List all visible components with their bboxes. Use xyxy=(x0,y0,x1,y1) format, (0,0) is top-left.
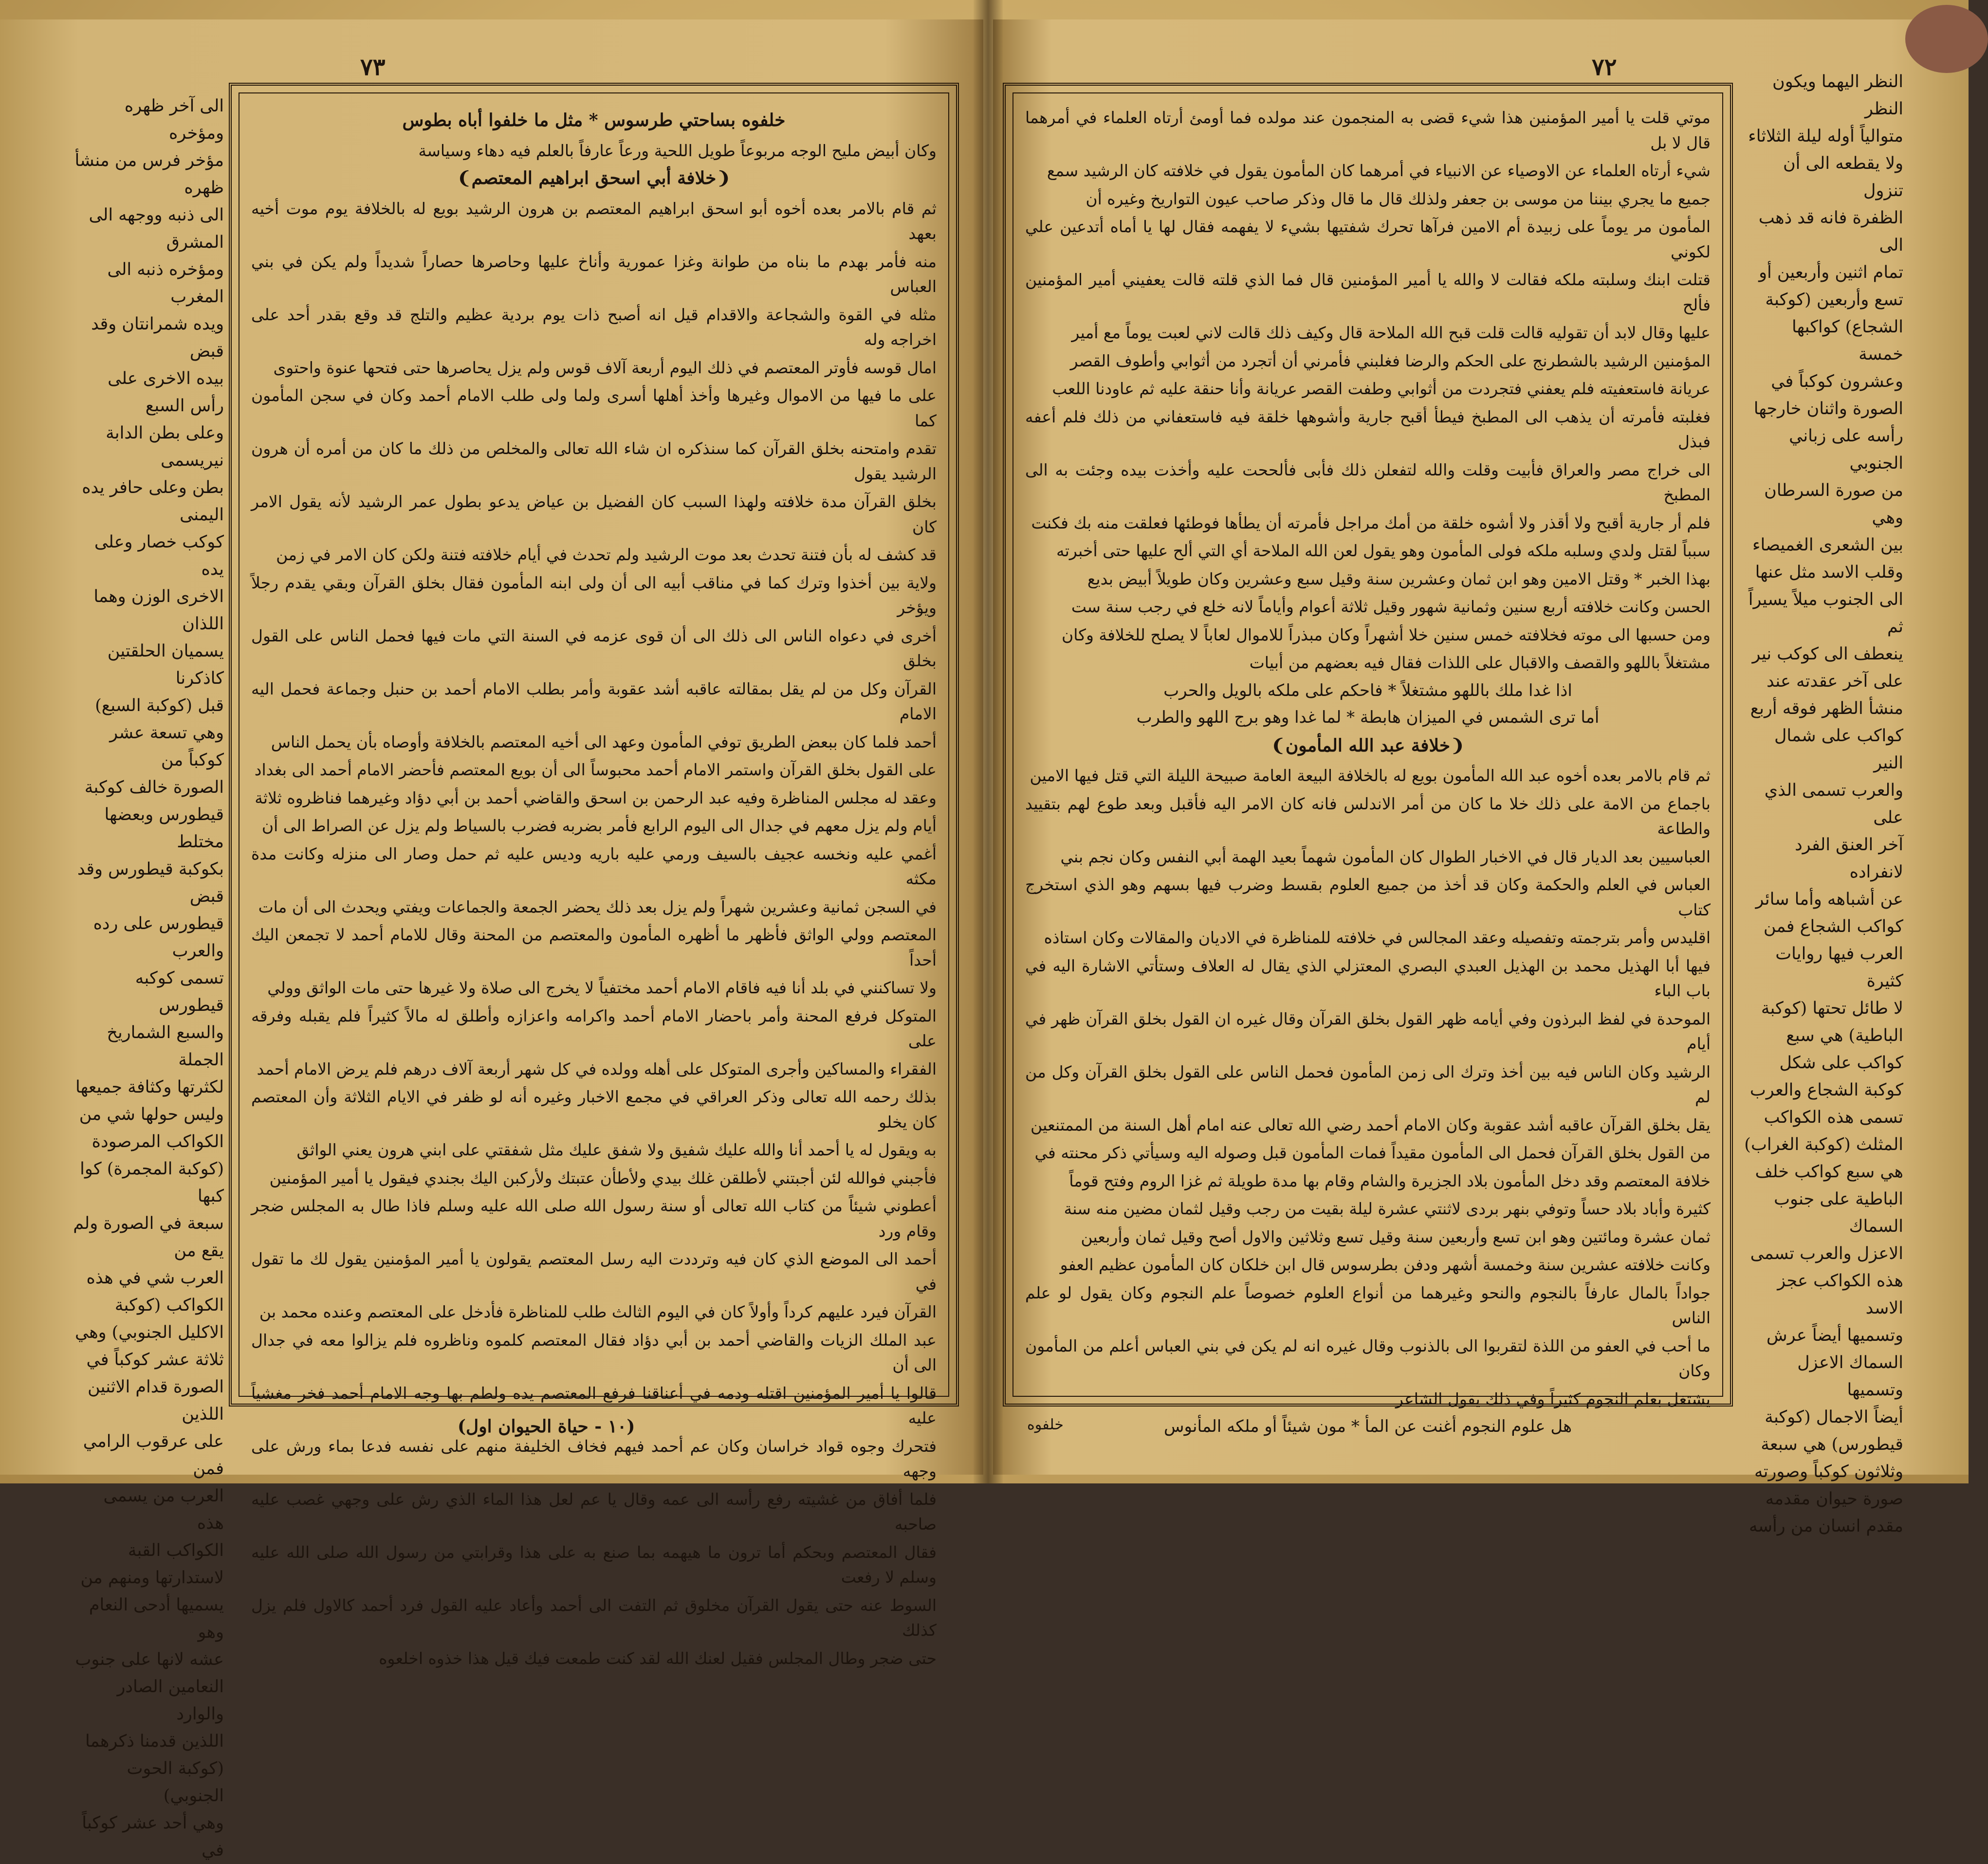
right-margin-line-24: الباطية) هي سبع xyxy=(1786,1026,1903,1045)
left-margin-line-16: قيطورس على رده والعرب xyxy=(93,914,224,961)
left-margin-line-33: يسميها أدحى النعام وهو xyxy=(89,1595,224,1642)
left-margin-line-24: العرب شي في هذه xyxy=(86,1268,224,1288)
right-margin-line-17: كواكب على شمال النير xyxy=(1774,726,1903,773)
right-line2-4: اقليدس وأمر بترجمته وتفصيله وعقد المجالس في خلافته للمناظرة في الاديان والمقالات وكان استاذه xyxy=(1044,928,1711,947)
right-line-7: عريانة فاستعفيته فلم يعفني فتجردت من أثوابي وطفت القصر عريانة وأنا حنقة عليه ثم عاودنا اللعب xyxy=(1052,379,1711,398)
left-line-0: ثم قام بالامر بعده أخوه أبو اسحق ابراهيم المعتصم بن هرون الرشيد بويع له بالخلافة يوم موت أخيه بعهد xyxy=(251,199,937,243)
left-margin-line-8: كوكب خصار وعلى يده xyxy=(94,532,224,579)
left-line-13: وعقد له مجلس المناظرة وفيه عبد الرحمن بن اسحق والقاضي أحمد بن أبي دؤاد وغيرهما فناظروه ثلاثة xyxy=(255,788,937,807)
right-margin-line-21: كواكب الشجاع فمن xyxy=(1763,917,1903,936)
right-margin-line-31: الاعزل والعرب تسمى xyxy=(1750,1244,1903,1263)
right-margin-line-12: وقلب الاسد مثل عنها xyxy=(1755,563,1903,582)
left-margin-line-22: (كوكبة المجمرة) كوا كبها xyxy=(80,1159,224,1206)
right-margin-line-13: الى الجنوب ميلاً يسيراً ثم xyxy=(1748,590,1903,637)
right-margin-line-4: تمام اثنين وأربعين أو xyxy=(1759,263,1903,282)
thumb xyxy=(1905,5,1988,73)
right-line-6: المؤمنين الرشيد بالشطرنج على الحكم والرضا فغلبني فأمرني أن أتجرد من أثوابي وأطوف القصر xyxy=(1070,351,1711,370)
left-margin-column xyxy=(73,92,224,1860)
left-line-0: وكان أبيض مليح الوجه مربوعاً طويل اللحية ورعاً عارفاً بالعلم فيه دهاء وسياسة xyxy=(418,141,937,160)
right-line2-0: ثم قام بالامر بعده أخوه عبد الله المأمون بويع له بالخلافة البيعة العامة صبيحة الليلة التي قتل فيها الامين xyxy=(1030,766,1711,785)
left-line-26: القرآن فيرد عليهم كرداً وأولاً كان في اليوم الثالث طلب للمناظرة فأدخل على المعتصم وعنده محمد بن xyxy=(259,1302,937,1321)
right-margin-line-27: تسمى هذه الكواكب xyxy=(1764,1108,1903,1127)
left-margin-line-19: لكثرتها وكثافة جميعها xyxy=(75,1078,224,1097)
left-line-33: حتى ضجر وطال المجلس فقيل لعنك الله لقد كنت طمعت فيك قيل هذا خذوه اخلعوه xyxy=(379,1648,937,1668)
right-lines-2 xyxy=(1025,763,1711,1411)
right-line2-10: خلافة المعتصم وقد دخل المأمون بلاد الجزيرة والشام وقام بها مدة طويلة ثم غزا الروم وفتح قوماً xyxy=(1069,1171,1711,1190)
left-margin-line-38: وهي أحد عشر كوكباً في xyxy=(82,1813,224,1860)
right-margin-column xyxy=(1743,68,1903,1536)
left-subheading: ❨خلافة أبي اسحق ابراهيم المعتصم❩ xyxy=(457,168,731,188)
right-margin-line-18: والعرب تسمى الذي على xyxy=(1764,781,1903,827)
right-line-5: عليها وقال لابد أن تقوليه قالت قلت قبح الله الملاحة قال وكيف ذلك قالت لاني لعبت يوماً مع أمير xyxy=(1071,323,1711,342)
right-margin-line-34: السماك الاعزل وتسميها xyxy=(1797,1353,1903,1400)
right-line-1: شيء أرتاه العلماء عن الاوصياء عن الانبياء في أمرهما كان المأمون يقول في خلافته كان الرشيد سمع xyxy=(1047,161,1711,180)
left-line-21: بذلك رحمه الله تعالى وذكر العراقي في مجمع الاخبار وغيره أنه لو ظفر في الايام الثلاثة وأن المعتصم كان يخلو xyxy=(251,1087,937,1132)
right-margin-line-9: رأسه على زباني الجنوبي xyxy=(1789,426,1903,473)
left-margin-line-34: عشه لانها على جنوب xyxy=(75,1650,224,1669)
right-page xyxy=(993,19,1969,1536)
right-margin-line-2: ولا يقطعه الى أن تنزول xyxy=(1783,154,1903,201)
right-margin-line-11: بين الشعرى الغميصاء xyxy=(1752,535,1903,555)
right-margin-line-10: من صورة السرطان وهي xyxy=(1764,481,1903,528)
right-lines xyxy=(1025,105,1711,676)
left-line-8: ولاية بين أخذوا وترك كما في مناقب أبيه الى أن ولى ابنه المأمون فقال بخلق القرآن وبقي يقدم رجلاً ويؤخر xyxy=(251,573,937,617)
right-line2-11: كثيرة وأباد بلاد حساً وتوفي بنهر بردى لاثنتي عشرة ليلة بقيت من رجب وقيل لثمان مضين منه سنة xyxy=(1064,1199,1711,1218)
right-line-0: موتي قلت يا أمير المؤمنين هذا شيء قضى به المنجمون عند مولده فما أومئ أرتاه العلماء في أمرهما قال لا بل xyxy=(1025,108,1711,152)
left-margin-line-20: وليس حولها شي من xyxy=(79,1105,224,1124)
left-line-4: على ما فيها من الاموال وغيرها وأخذ أهلها أسرى ولما ولى طلب الامام أحمد وكان في سجن المأمون كما xyxy=(251,386,937,430)
right-verse-1: اذا غدا ملك باللهو مشتغلاً * فاحكم على ملكه بالويل والحرب xyxy=(1163,680,1572,700)
right-margin-line-3: الظفرة فانه قد ذهب الى xyxy=(1758,208,1903,255)
left-margin-line-18: والسبع الشماريخ الجملة xyxy=(107,1023,224,1070)
left-margin-line-36: اللذين قدمنا ذكرهما xyxy=(85,1732,224,1751)
left-line-6: بخلق القرآن مدة خلافته ولهذا السبب كان الفضيل بن عياض يدعو بطول عمر الرشيد لأنه يقول الامر كان xyxy=(251,492,937,536)
left-margin-line-3: ومؤخره ذنبه الى المغرب xyxy=(107,260,224,307)
right-final-verse: هل علوم النجوم أغنت عن المأ * مون شيئاً أو ملكه المأنوس xyxy=(1163,1417,1572,1436)
left-margin-line-35: النعامين الصادر والوارد xyxy=(117,1677,224,1724)
right-subheading: ❨خلافة عبد الله المأمون❩ xyxy=(1270,735,1465,756)
left-margin-line-9: الاخرى الوزن وهما اللذان xyxy=(93,587,224,634)
right-line2-6: الموحدة في لفظ البرذون وفي أيامه ظهر القول بخلق القرآن وقال غيره ان القول بخلق القرآن ظهر في أيام xyxy=(1025,1009,1711,1053)
right-margin-line-35: أيضاً الاجمال (كوكبة xyxy=(1765,1407,1903,1427)
left-line-30: فلما أفاق من غشيته رفع رأسه الى عمه وقال يا عم لعل هذا الماء الذي رش على وجهي غصب عليه صاحبه xyxy=(251,1489,937,1534)
left-margin-line-13: الصورة خالف كوكبة xyxy=(84,778,224,797)
left-margin-line-12: وهي تسعة عشر كوكباً من xyxy=(110,723,224,770)
right-margin-line-20: عن أشباهه وأما سائر xyxy=(1755,890,1903,909)
left-line-27: عبد الملك الزيات والقاضي أحمد بن أبي دؤاد فقال المعتصم كلموه وناظروه فلم يزالوا معه في جدال الى أن xyxy=(251,1330,937,1374)
right-margin-line-26: كوكبة الشجاع والعرب xyxy=(1749,1080,1903,1100)
left-line-12: على القول بخلق القرآن واستمر الامام أحمد محبوساً الى أن بويع المعتصم فأحضر الامام أحمد الى بغداد xyxy=(254,760,937,779)
right-catchword: خلفوه xyxy=(1027,1416,1064,1433)
left-header-verse: خلفوه بساحتي طرسوس * مثل ما خلفوا أباه بطوس xyxy=(402,110,786,130)
right-line-4: قتلت ابنك وسلبته ملكه فقالت لا والله يا أمير المؤمنين قال فما الذي قلته قالت يعفيني أمير المؤمنين فألح xyxy=(1025,270,1711,314)
left-line-15: أغمي عليه ونخسه عجيف بالسيف ورمي عليه باريه وديس عليه ثم حمل وصار الى منزله وكانت مدة مكثه xyxy=(251,844,937,888)
right-line2-16: يشتغل بعلم النجوم كثيراً وفي ذلك يقول الشاعر xyxy=(1395,1389,1711,1408)
right-line-11: سبباً لقتل ولدي وسلبه ملكه فولى المأمون وهو يقول لعن الله الملاحة أي التي ألح عليها حتى أخبرته xyxy=(1056,541,1711,560)
left-line-32: السوط عنه حتى يقول القرآن مخلوق ثم التفت الى أحمد وأعاد عليه القول فرد أحمد كالاول فلم يزل كذلك xyxy=(251,1595,937,1640)
right-line2-12: ثمان عشرة ومائتين وهو ابن تسع وأربعين سنة وقيل تسع وثلاثين والاول أصح وقيل ثمان وأربعين xyxy=(1081,1227,1711,1246)
right-margin-line-7: وعشرون كوكباً في xyxy=(1771,372,1903,391)
left-margin-line-26: الاكليل الجنوبي) وهي xyxy=(75,1323,224,1342)
left-line-17: المعتصم وولي الواثق فأظهر ما أظهره المأمون والمعتصم من المحنة وقال للامام أحمد لا تجمعن اليك أحداً xyxy=(251,925,937,969)
left-lines xyxy=(251,196,937,1671)
right-margin-line-30: الباطية على جنوب السماك xyxy=(1774,1189,1903,1236)
left-margin-line-17: تسمى كوكبه قيطورس xyxy=(135,969,224,1015)
left-line-11: أحمد فلما كان ببعض الطريق توفي المأمون وعهد الى أخيه المعتصم بالخلافة وأوصاه بأن يحمل الناس xyxy=(271,732,937,751)
right-margin-line-33: وتسميها أيضاً عرش xyxy=(1766,1326,1903,1345)
right-line-3: المأمون مر يوماً على زبيدة أم الامين فرآها تحرك شفتيها بشيء لا يفهمه فقال لها يا أماه أتدعين علي لكوني xyxy=(1025,217,1711,261)
left-margin-line-21: الكواكب المرصودة xyxy=(92,1132,224,1151)
right-margin-line-37: وثلاثون كوكباً وصورته xyxy=(1754,1462,1903,1481)
left-line-20: الفقراء والمساكين وأجرى المتوكل على أهله وولده في كل شهر أربعة آلاف درهم فلم يرض الامام أحمد xyxy=(257,1059,937,1078)
left-margin-line-23: سبعة في الصورة ولم يقع من xyxy=(73,1214,224,1261)
right-margin-line-5: تسع وأربعين (كوكبة xyxy=(1765,290,1903,310)
right-line-12: بهذا الخبر * وقتل الامين وهو ابن ثمان وعشرين سنة وقيل سبع وعشرين وكان طويلاً أبيض بديع xyxy=(1087,569,1711,588)
right-line-8: فغلبته فأمرته أن يذهب الى المطبخ فيطأ أقبح جارية وأشوهها خلقة فيه فاستعفاني من ذلك فلم أعفه فبذل xyxy=(1025,407,1711,451)
right-margin-line-0: النظر اليهما ويكون النظر xyxy=(1772,72,1903,119)
left-line-31: فقال المعتصم وبحكم أما ترون ما هيهمه بما صنع به على هذا وقرابتي من رسول الله صلى الله عليه وسلم لا رفعت xyxy=(251,1542,937,1587)
right-line2-2: العباسيين بعد الديار قال في الاخبار الطوال كان المأمون شهماً بعيد الهمة أبي النفس وكان نجم بني xyxy=(1060,847,1711,866)
right-margin-line-19: آخر العنق الفرد لانفراده xyxy=(1795,835,1903,882)
left-margin-line-37: (كوكبة الحوت الجنوبي) xyxy=(127,1759,224,1806)
left-margin-line-31: الكواكب القبة xyxy=(128,1541,224,1560)
right-margin-line-1: متوالياً أوله ليلة الثلاثاء xyxy=(1748,127,1903,146)
left-margin-line-29: على عرقوب الرامي فمن xyxy=(83,1432,224,1479)
left-line-22: به ويقول له يا أحمد أنا والله عليك شفيق ولا شفق عليك مثل شفقتي على ابني هرون يعني الواثق xyxy=(296,1140,937,1159)
left-margin-line-5: بيده الاخرى على رأس السبع xyxy=(108,369,224,416)
left-margin-line-10: يسميان الحلقتين كاذكرنا xyxy=(107,641,224,688)
right-margin-line-14: ينعطف الى كوكب نير xyxy=(1752,644,1903,664)
right-margin-line-15: على آخر عقدته عند xyxy=(1767,672,1903,691)
left-line-19: المتوكل فرفع المحنة وأمر باحضار الامام أحمد واكرامه واعزازه وأطلق له مالاً كثيراً فلم يقبله وفرقه على xyxy=(251,1006,937,1050)
left-margin-line-7: بطن وعلى حافر يده اليمنى xyxy=(82,478,224,525)
right-line2-9: من القول بخلق القرآن فحمل الى المأمون مقيداً فمات المأمون قبل وصوله اليه وسيأتي ذكر محنته في xyxy=(1034,1143,1711,1162)
left-margin-line-0: الى آخر ظهره ومؤخره xyxy=(124,96,224,143)
left-footer-signature: (١٠ - حياة الحيوان اول) xyxy=(458,1416,635,1437)
left-margin-line-27: ثلاثة عشر كوكباً في xyxy=(86,1350,224,1370)
left-margin-line-4: ويده شمرانتان وقد قبض xyxy=(91,314,224,361)
left-line-29: فتحرك وجوه قواد خراسان وكان عم أحمد فيهم فخاف الخليفة منهم على نفسه فدعا بماء ورش على وجهه xyxy=(251,1436,937,1480)
left-line-23: فأجبني فوالله لئن أجبتني لأطلقن غلك بيدي ولأطأن عتبتك ولأركبن اليك بجندي فيقول يا أمير المؤمنين xyxy=(269,1168,937,1188)
left-margin-line-28: الصورة قدام الاثنين اللذين xyxy=(88,1377,224,1424)
right-margin-line-6: الشجاع) كواكبها خمسة xyxy=(1791,317,1903,364)
left-margin-line-15: بكوكبة قيطورس وقد قبض xyxy=(77,859,224,906)
right-margin-line-38: صورة حيوان مقدمه xyxy=(1765,1489,1903,1509)
right-line-14: ومن حسبها الى موته فخلافته خمس سنين خلا أشهراً وكان مبذراً للاموال لعاباً لا يصلح للخلافة وكان xyxy=(1062,625,1711,644)
right-line2-15: ما أحب في العفو من اللذة لتقربوا الى بالذنوب وقال غيره انه لم يكن في بني العباس أعلم من المأمون وكان xyxy=(1025,1336,1711,1380)
right-line2-7: الرشيد وكان الناس فيه بين أخذ وترك الى زمن المأمون فحمل الناس على القول بخلق القرآن وكل من لم xyxy=(1025,1062,1711,1106)
left-line-9: أخرى في دعواه الناس الى ذلك الى أن قوى عزمه في السنة التي مات فيها فحمل الناس على القول بخلق xyxy=(251,626,937,670)
right-line-2: جميع ما يجري بيننا من موسى بن جعفر ولذلك قال ما قال وذكر صاحب عيون التواريخ وغيره أن xyxy=(1086,189,1711,208)
left-line-24: أعطوني شيئاً من كتاب الله تعالى أو سنة رسول الله صلى الله عليه وسلم فاذا طال به المجلس ضجر وقام ورد xyxy=(251,1196,937,1241)
left-margin-line-2: الى ذنبه ووجهه الى المشرق xyxy=(89,205,224,252)
left-page xyxy=(0,19,983,1860)
left-line-14: أيام ولم يزل معهم في جدال الى اليوم الرابع فأمر بضربه فضرب بالسياط ولم يزل عن الصراط الى أن xyxy=(261,816,937,835)
left-margin-line-6: وعلى بطن الدابة نيريسمى xyxy=(106,423,224,470)
left-page-number: ٧٣ xyxy=(360,54,386,81)
right-line2-5: فيها أبا الهذيل محمد بن الهذيل العبدي البصري المعتزلي الذي يقال له العلاف وستأتي الاشارة اليه في باب الباء xyxy=(1025,956,1711,1000)
left-margin-line-30: العرب من يسمى هذه xyxy=(103,1486,224,1533)
right-line-9: الى خراج مصر والعراق فأبيت وقلت والله لتفعلن ذلك فأبى فألححت عليه وأخذت بيده وجئت به الى المطبخ xyxy=(1025,460,1711,504)
right-line-10: فلم أر جارية أقبح ولا أقذر ولا أشوه خلقة من أمك مراجل فأمرته أن يطأها فوطئها فعلقت منه بك فكنت xyxy=(1031,513,1711,532)
book-gutter xyxy=(974,0,1003,1483)
right-margin-line-25: كواكب على شكل xyxy=(1779,1053,1903,1073)
left-line-5: تقدم وامتحنه بخلق القرآن كما سنذكره ان شاء الله تعالى والمخلص من ذلك ما كان من أمره أن هرون الرشيد يقول xyxy=(251,439,937,483)
right-margin-line-23: لا طائل تحتها (كوكبة xyxy=(1761,999,1903,1018)
right-margin-line-32: هذه الكواكب عجز الاسد xyxy=(1777,1271,1903,1318)
right-margin-line-28: المثلث (كوكبة الغراب) xyxy=(1744,1135,1903,1154)
right-line2-14: جواداً بالمال عارفاً بالنجوم والنحو وغيرهما من أنواع العلوم خصوصاً علم النجوم وكان يقول لو علم الناس xyxy=(1025,1283,1711,1327)
left-margin-line-25: الكواكب (كوكبة xyxy=(114,1296,224,1315)
right-line-13: الحسن وكانت خلافته أربع سنين وثمانية شهور وقيل ثلاثة أعوام وأياماً لانه خلع في رجب سنة ست xyxy=(1071,597,1711,616)
right-line2-8: يقل بخلق القرآن عاقبه أشد عقوبة وكان الامام أحمد رضي الله تعالى عنه امام أهل السنة من الممتنعين xyxy=(1031,1115,1711,1134)
left-line-10: القرآن وكل من لم يقل بمقالته عاقبه أشد عقوبة وأمر بطلب الامام أحمد بن حنبل وجماعة فحمل اليه الامام xyxy=(251,679,937,723)
right-margin-line-39: مقدم انسان من رأسه xyxy=(1749,1517,1903,1536)
right-margin-line-16: منشأ الظهر فوقه أربع xyxy=(1750,699,1903,718)
right-margin-line-29: هي سبع كواكب خلف xyxy=(1755,1162,1903,1182)
right-margin-line-8: الصورة واثنان خارجها xyxy=(1753,399,1903,419)
right-line2-13: وكانت خلافته عشرين سنة وخمسة أشهر ودفن بطرسوس قال ابن خلكان كان المأمون عظيم العفو xyxy=(1060,1255,1711,1274)
left-line-1: منه فأمر بهدم ما بناه من طوانة وغزا عمورية وأناخ عليها وحاصرها حصاراً شديداً ولم يكن في بني العباس xyxy=(251,252,937,296)
left-line-7: قد كشف له بأن فتنة تحدث بعد موت الرشيد ولم تحدث في أيام خلافته فتنة ولكن كان الامر في زمن xyxy=(276,545,937,564)
right-page-number: ٧٢ xyxy=(1592,54,1617,81)
right-verse-2: أما ترى الشمس في الميزان هابطة * لما غدا وهو برج اللهو والطرب xyxy=(1136,708,1600,727)
left-line-18: ولا تساكنني في بلد أنا فيه فاقام الامام أحمد مختفياً لا يخرج الى صلاة ولا غيرها حتى مات الواثق وولي xyxy=(267,978,937,997)
left-line-3: امال قوسه فأوتر المعتصم في ذلك اليوم أربعة آلاف قوس ولم يزل يحاصرها حتى فتحها عنوة واحتوى xyxy=(273,358,937,377)
left-line-28: قالوا يا أمير المؤمنين اقتله ودمه في أعناقنا فرفع المعتصم يده ولطم بها وجه الامام أحمد فخر مغشياً عليه xyxy=(251,1383,937,1427)
left-line-25: أحمد الى الموضع الذي كان فيه وترددت اليه رسل المعتصم يقولون يا أمير المؤمنين يقول لك ما تقول في xyxy=(251,1249,937,1294)
right-margin-line-36: قيطورس) هي سبعة xyxy=(1761,1435,1903,1454)
left-margin-line-1: مؤخر فرس من منشأ ظهره xyxy=(74,151,224,198)
right-line2-1: باجماع من الامة على ذلك خلا ما كان من أمر الاندلس فانه كان الامر اليه فأقبل وبعد طوع لهم بتقييد والطاعة xyxy=(1025,794,1711,838)
left-margin-line-14: قيطورس وبعضها مختلط xyxy=(104,805,224,852)
left-line-2: مثله في القوة والشجاعة والاقدام قيل انه أصبح ذات يوم بردية عظيم والتلج قد وقع بقدر أحد على اخراجه وله xyxy=(251,305,937,349)
left-line-16: في السجن ثمانية وعشرين شهراً ولم يزل بعد ذلك يحضر الجمعة والجماعات ويفتي ويحدث الى أن مات xyxy=(258,897,937,916)
right-margin-line-22: العرب فيها روايات كثيرة xyxy=(1775,944,1903,991)
right-line2-3: العباس في العلم والحكمة وكان قد أخذ من جميع العلوم بقسط وضرب فيها بسهم وهو الذي استخرج كتاب xyxy=(1025,875,1711,919)
right-line-15: مشتغلاً باللهو والقصف والاقبال على اللذات فقال فيه بعضهم من أبيات xyxy=(1249,653,1711,672)
left-margin-line-32: لاستدارتها ومنهم من xyxy=(80,1568,224,1588)
left-margin-line-11: قبل (كوكبة السبع) xyxy=(95,696,224,715)
